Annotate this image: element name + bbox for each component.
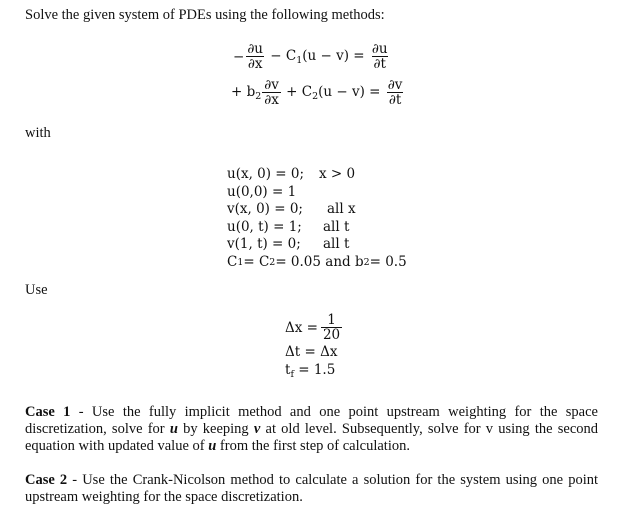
case-1-label: Case 1 [25,404,71,420]
pde-equation-1 [233,42,391,71]
initial-boundary-conditions [227,166,407,271]
tf-definition: $t_f = 1.5$ [285,362,336,381]
dv-dx-fraction: $\frac{\partial v}{\partial x}$ [264,77,279,109]
condition-row: u(x, 0) = 0; x > 0 [227,166,356,182]
with-label: with [25,125,51,141]
du-dx-fraction: $\frac{\partial u}{\partial x}$ [247,41,263,73]
dx-definition: Δx = $\frac{1}{20}$ [285,312,341,344]
dt-definition: Δt = Δx [285,344,338,361]
dv-dt-fraction: $\frac{\partial v}{\partial t}$ [387,77,403,109]
case-2-label: Case 2 [25,472,68,488]
constants-row: C 1 = C 2 = 0.05 and b 2 = 0.5 [227,253,407,270]
eq1-coupling-term: − $C_1(u - v)$ = [270,47,365,66]
case-1-paragraph: Case 1 - Use the fully implicit method and one point upstream weighting for the space discretization, solve for u by keeping v at old level. Subsequently, solve for v using the second equation with updated value of u from the first step of calculation. [25,404,599,454]
eq2-coupling-term: + $C_2(u - v)$ = [286,83,381,102]
eq2-sign: + $b_2$ [231,83,262,102]
case-2-paragraph: Case 2 - Use the Crank-Nicolson method to calculate a solution for the system using one point upstream weighting for the space discretization. [25,472,598,505]
pde-equation-2 [231,78,405,107]
condition-row: u(0,0) = 1 [227,183,297,200]
discretization-block [285,313,343,380]
condition-row: u(0, t) = 1; all t [227,218,350,235]
dx-fraction: $\frac{1}{20}$ [322,312,341,344]
use-label: Use [25,282,48,298]
condition-row: v(x, 0) = 0; all x [227,201,356,217]
eq1-sign: − [233,48,245,65]
problem-heading: Solve the given system of PDEs using the following methods: [25,7,385,23]
du-dt-fraction: $\frac{\partial u}{\partial t}$ [371,41,388,73]
condition-row: v(1, t) = 0; all t [227,236,350,252]
